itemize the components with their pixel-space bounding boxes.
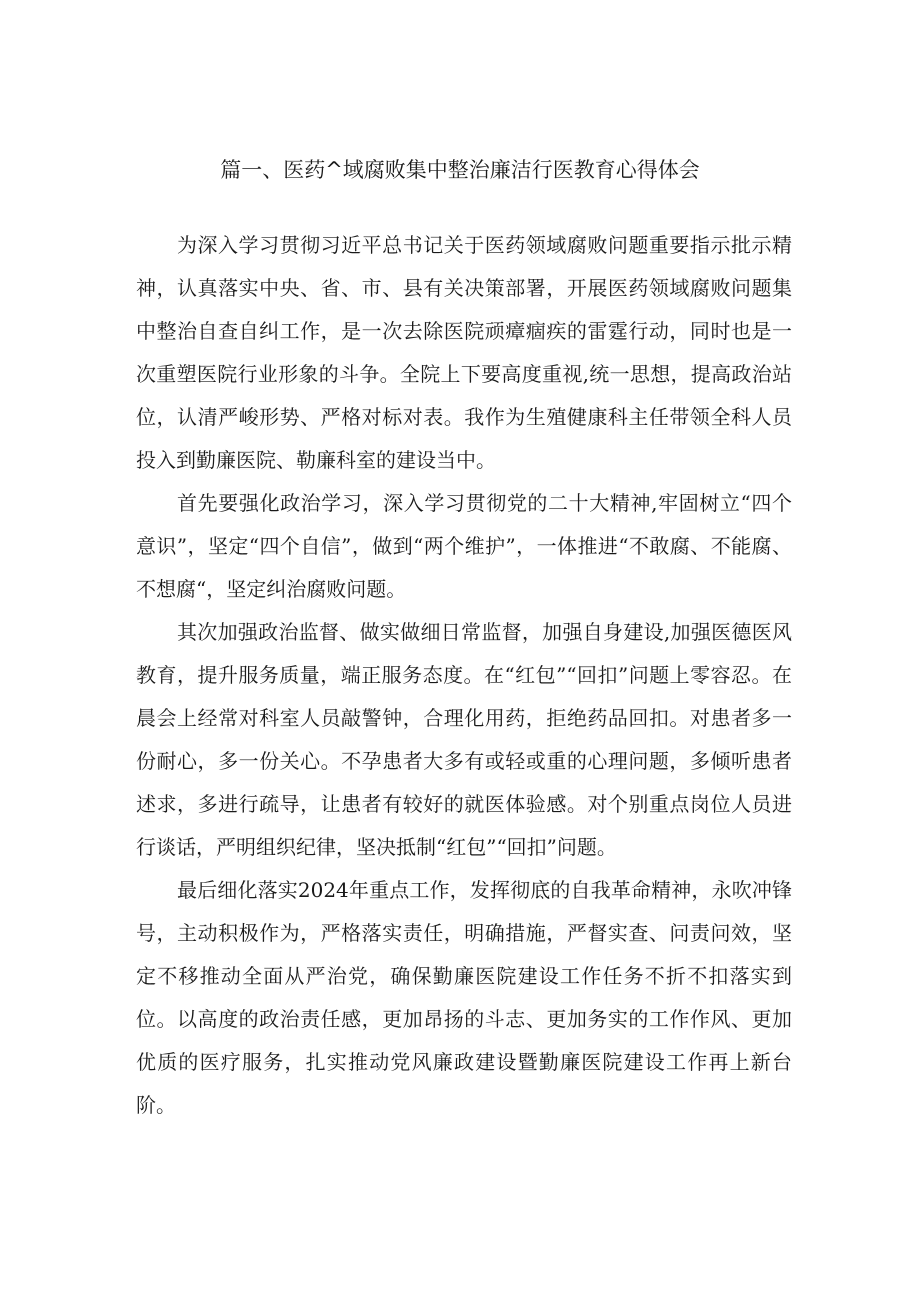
- paragraph-4: 最后细化落实2024年重点工作，发挥彻底的自我革命精神，永吹冲锋号，主动积极作为，严格落实责任，明确措施，严督实查、问责问效，坚定不移推动全面从严治党，确保勤廉医院建设工作任务不折不扣落实到位。以高度的政治责任感，更加昂扬的斗志、更加务实的工作作风、更加优质的医疗服务，扎实推动党风廉政建设暨勤廉医院建设工作再上新台阶。: [136, 878, 792, 1117]
- document-body: [136, 224, 792, 1127]
- paragraph-3: 其次加强政治监督、做实做细日常监督，加强自身建设,加强医德医风教育，提升服务质量，端正服务态度。在“红包”“回扣”问题上零容忍。在晨会上经常对科室人员敲警钟，合理化用药，拒绝药品回扣。对患者多一份耐心，多一份关心。不孕患者大多有或轻或重的心理问题，多倾听患者述求，多进行疏导，让患者有较好的就医体验感。对个别重点岗位人员进行谈话，严明组织纪律，坚决抵制“红包”“回扣”问题。: [136, 620, 792, 859]
- paragraph-1: 为深入学习贯彻习近平总书记关于医药领域腐败问题重要指示批示精神，认真落实中央、省、市、县有关决策部署，开展医药领域腐败问题集中整治自查自纠工作，是一次去除医院顽瘴痼疾的雷霆行动，同时也是一次重塑医院行业形象的斗争。全院上下要高度重视,统一思想，提高政治站位，认清严峻形势、严格对标对表。我作为生殖健康科主任带领全科人员投入到勤廉医院、勒廉科室的建设当中。: [136, 233, 792, 472]
- document-title: 篇一、医药^域腐败集中整治廉洁行医教育心得体会: [220, 158, 700, 182]
- paragraph-2: 首先要强化政治学习，深入学习贯彻党的二十大精神,牢固树立“四个意识”，坚定“四个自信”，做到“两个维护”，一体推进“不敢腐、不能腐、不想腐“，坚定纠治腐败问题。: [136, 491, 792, 601]
